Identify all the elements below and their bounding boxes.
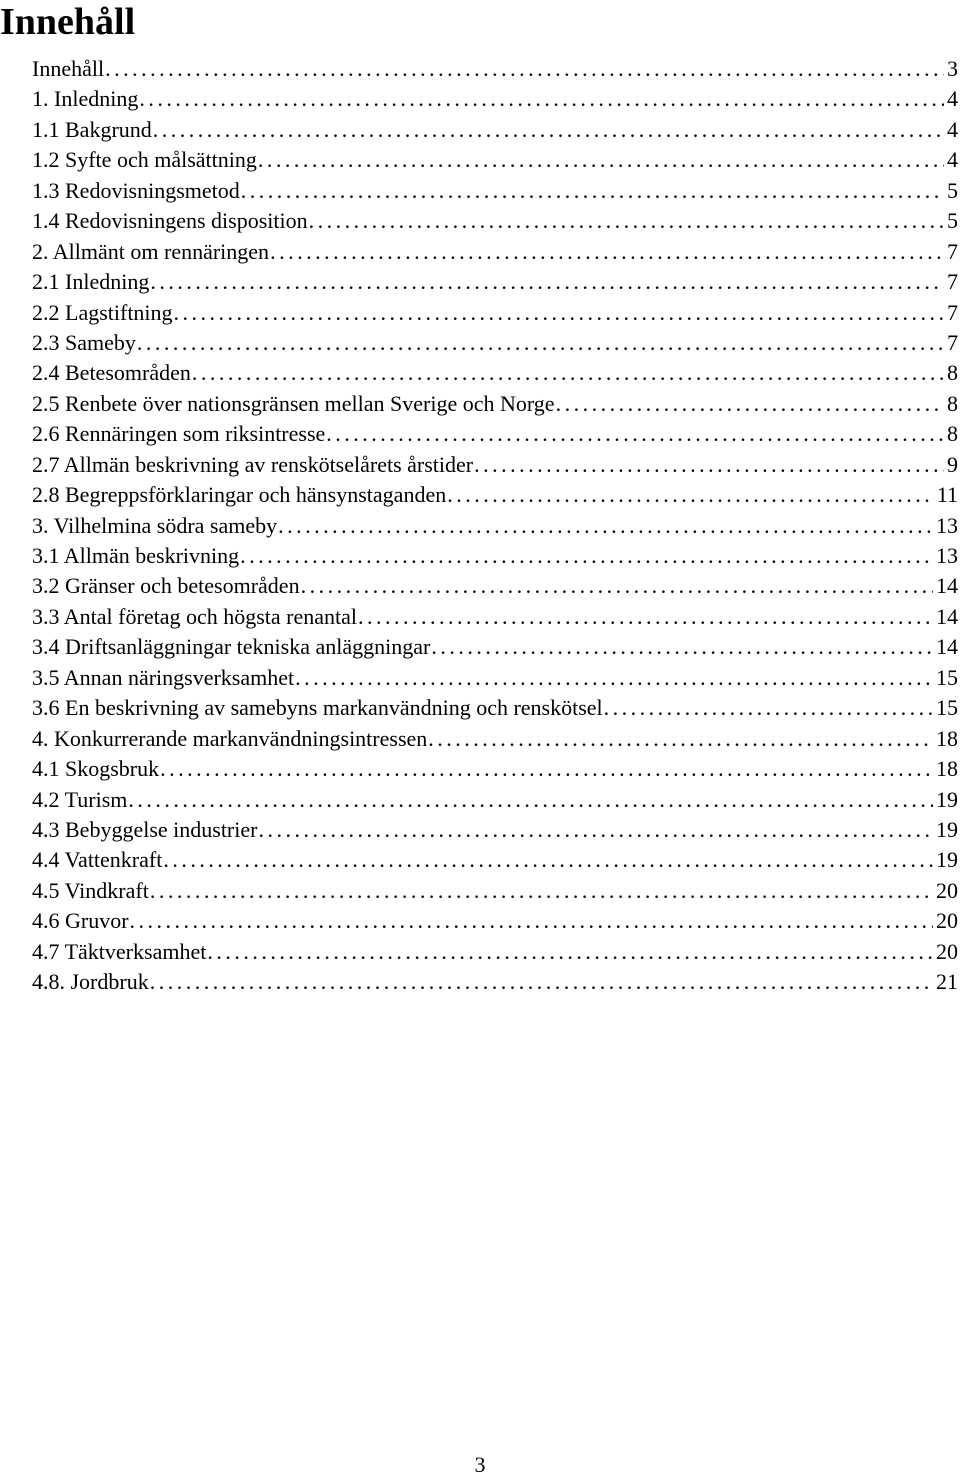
toc-entry-title: 2. Allmänt om rennäringen — [32, 238, 270, 264]
toc-dot-leader — [326, 419, 944, 449]
toc-entry-title: 2.7 Allmän beskrivning av renskötselårets årstider — [32, 451, 474, 477]
toc-entry-title: 1.4 Redovisningens disposition — [32, 208, 308, 234]
toc-entry[interactable] — [0, 876, 960, 906]
toc-dot-leader — [278, 511, 933, 541]
toc-entry[interactable] — [0, 450, 960, 480]
toc-entry[interactable] — [0, 358, 960, 388]
toc-entry-page: 5 — [947, 177, 958, 203]
toc-entry[interactable] — [0, 419, 960, 449]
toc-dot-leader — [474, 450, 944, 480]
toc-entry[interactable] — [0, 602, 960, 632]
toc-dot-leader — [137, 328, 944, 358]
toc-entry-page: 4 — [947, 86, 958, 112]
toc-dot-leader — [258, 145, 944, 175]
toc-dot-leader — [431, 632, 933, 662]
toc-entry-page: 8 — [947, 360, 958, 386]
toc-dot-leader — [241, 176, 944, 206]
toc-entry[interactable] — [0, 54, 960, 84]
toc-entry-title: 4.4 Vattenkraft — [32, 847, 163, 873]
toc-entry-page: 18 — [936, 756, 958, 782]
toc-entry[interactable] — [0, 176, 960, 206]
toc-entry[interactable] — [0, 785, 960, 815]
toc-entry-title: 3.1 Allmän beskrivning — [32, 543, 240, 568]
toc-dot-leader — [447, 480, 934, 510]
toc-dot-leader — [153, 115, 944, 145]
toc-entry-page: 4 — [947, 147, 958, 173]
toc-dot-leader — [150, 967, 933, 997]
toc-dot-leader — [358, 602, 933, 632]
toc-entry-page: 20 — [936, 908, 958, 934]
toc-entry-page: 20 — [936, 877, 958, 903]
toc-entry-title: 2.3 Sameby — [32, 329, 136, 355]
toc-entry[interactable] — [0, 237, 960, 267]
toc-entry-title: 4.5 Vindkraft — [32, 877, 149, 903]
toc-entry[interactable] — [0, 724, 960, 754]
toc-dot-leader — [128, 785, 933, 815]
toc-entry[interactable] — [0, 632, 960, 662]
toc-entry-title: 2.5 Renbete över nationsgränsen mellan Sverige och Norge — [32, 390, 555, 416]
toc-entry[interactable] — [0, 754, 960, 784]
toc-entry-page: 19 — [936, 816, 958, 842]
toc-entry-page: 18 — [936, 725, 958, 751]
toc-dot-leader — [556, 389, 944, 419]
toc-entry-page: 21 — [936, 969, 958, 995]
toc-entry-title: 4. Konkurrerande markanvändningsintressen — [32, 725, 428, 751]
toc-dot-leader — [270, 237, 944, 267]
toc-dot-leader — [309, 206, 944, 236]
toc-entry-title: 4.3 Bebyggelse industrier — [32, 816, 258, 842]
toc-entry-title: 2.2 Lagstiftning — [32, 299, 173, 325]
page-title: Innehåll — [0, 1, 136, 43]
toc-entry-page: 19 — [936, 786, 958, 812]
toc-dot-leader — [105, 54, 944, 84]
toc-entry-page: 7 — [947, 238, 958, 264]
toc-dot-leader — [150, 267, 944, 297]
toc-entry-title: 4.6 Gruvor — [32, 908, 129, 934]
toc-entry-page: 5 — [947, 208, 958, 234]
toc-entry[interactable] — [0, 389, 960, 419]
toc-entry-title: 4.8. Jordbruk — [32, 969, 149, 995]
toc-entry-title: 2.1 Inledning — [32, 269, 150, 295]
toc-entry-title: 3.5 Annan näringsverksamhet — [32, 664, 295, 690]
toc-entry[interactable] — [0, 815, 960, 845]
toc-entry-title: 2.6 Rennäringen som riksintresse — [32, 421, 326, 447]
toc-entry-page: 15 — [936, 695, 958, 721]
toc-entry-title: 4.7 Täktverksamhet — [32, 938, 207, 964]
toc-entry-page: 19 — [936, 847, 958, 873]
toc-entry-page: 7 — [947, 299, 958, 325]
toc-entry-title: 1.3 Redovisningsmetod — [32, 177, 240, 203]
toc-entry-page: 14 — [936, 634, 958, 660]
toc-entry[interactable] — [0, 84, 960, 114]
toc-dot-leader — [301, 571, 933, 601]
toc-entry-title: 1. Inledning — [32, 86, 139, 112]
toc-entry-page: 8 — [947, 390, 958, 416]
toc-entry[interactable] — [0, 267, 960, 297]
toc-dot-leader — [174, 298, 944, 328]
toc-entry-title: Innehåll — [32, 56, 105, 81]
toc-entry-title: 3.2 Gränser och betesområden — [32, 573, 300, 599]
toc-entry[interactable] — [0, 663, 960, 693]
toc-entry[interactable] — [0, 511, 960, 541]
toc-entry-title: 1.2 Syfte och målsättning — [32, 147, 257, 173]
page-number: 3 — [474, 1452, 486, 1477]
toc-entry-title: 3.6 En beskrivning av samebyns markanvändning och renskötsel — [32, 695, 603, 721]
toc-dot-leader — [207, 937, 933, 967]
toc-entry[interactable] — [0, 541, 960, 571]
toc-entry[interactable] — [0, 328, 960, 358]
toc-entry-page: 9 — [947, 451, 958, 477]
toc-entry[interactable] — [0, 693, 960, 723]
toc-dot-leader — [150, 876, 933, 906]
toc-entry-page: 7 — [947, 329, 958, 355]
toc-entry-page: 14 — [936, 573, 958, 599]
toc-dot-leader — [192, 358, 944, 388]
toc-entry-title: 2.4 Betesområden — [32, 360, 191, 386]
toc-entry[interactable] — [0, 206, 960, 236]
toc-entry-page: 15 — [936, 664, 958, 690]
table-of-contents — [0, 54, 960, 998]
toc-entry-page: 3 — [947, 56, 958, 81]
toc-dot-leader — [139, 84, 944, 114]
toc-entry-title: 4.1 Skogsbruk — [32, 756, 160, 782]
toc-dot-leader — [604, 693, 933, 723]
toc-entry-page: 11 — [936, 482, 958, 508]
toc-entry-page: 20 — [936, 938, 958, 964]
toc-dot-leader — [160, 754, 933, 784]
toc-dot-leader — [163, 845, 933, 875]
toc-entry-page: 13 — [936, 512, 958, 538]
toc-entry[interactable] — [0, 906, 960, 936]
toc-entry-title: 3. Vilhelmina södra sameby — [32, 512, 278, 538]
toc-entry[interactable] — [0, 145, 960, 175]
toc-entry[interactable] — [0, 115, 960, 145]
toc-entry-page: 14 — [936, 603, 958, 629]
toc-entry-page: 8 — [947, 421, 958, 447]
toc-entry-page: 4 — [947, 116, 958, 142]
toc-entry[interactable] — [0, 298, 960, 328]
toc-dot-leader — [240, 541, 933, 571]
toc-entry[interactable] — [0, 967, 960, 997]
toc-entry[interactable] — [0, 480, 960, 510]
toc-entry-title: 3.4 Driftsanläggningar tekniska anläggningar — [32, 634, 431, 660]
toc-entry[interactable] — [0, 571, 960, 601]
toc-entry[interactable] — [0, 937, 960, 967]
toc-dot-leader — [295, 663, 933, 693]
toc-entry-title: 3.3 Antal företag och högsta renantal — [32, 603, 358, 629]
toc-dot-leader — [428, 724, 933, 754]
toc-entry[interactable] — [0, 845, 960, 875]
toc-entry-page: 13 — [936, 543, 958, 568]
toc-entry-title: 2.8 Begreppsförklaringar och hänsynstaganden — [32, 482, 447, 508]
toc-dot-leader — [258, 815, 933, 845]
toc-entry-title: 1.1 Bakgrund — [32, 116, 152, 142]
toc-entry-page: 7 — [947, 269, 958, 295]
toc-entry-title: 4.2 Turism — [32, 786, 128, 812]
toc-dot-leader — [130, 906, 933, 936]
